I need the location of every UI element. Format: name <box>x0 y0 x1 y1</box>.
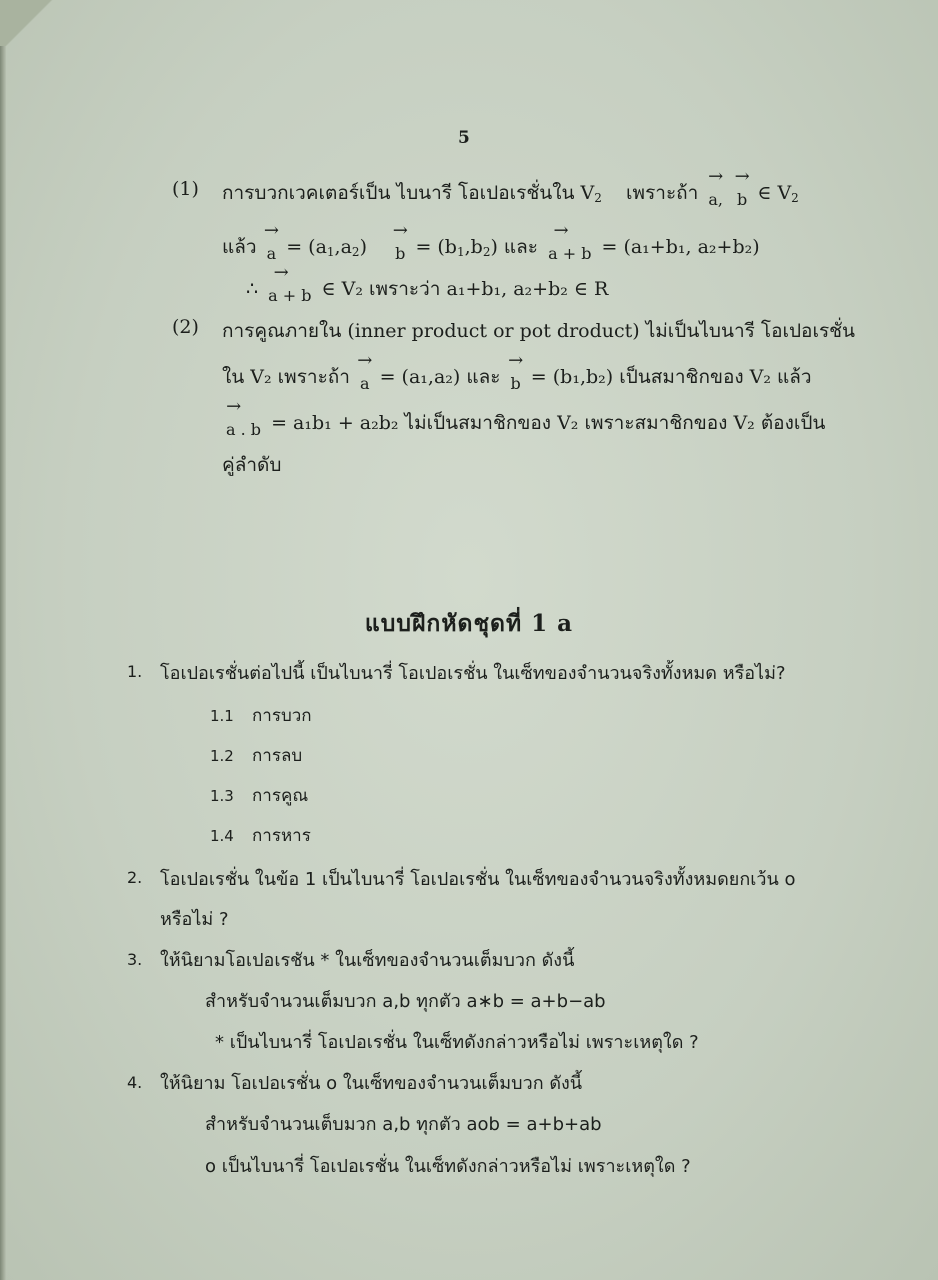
item-2-number: (2) <box>172 316 199 338</box>
question-2-text-2: หรือไม่ ? <box>160 909 229 930</box>
item-2-line-3 <box>222 396 826 439</box>
and-text: และ <box>503 236 539 258</box>
vector-label: a . b <box>226 420 262 439</box>
vector-a: → a <box>357 350 373 393</box>
question-3-number: 3. <box>127 950 143 969</box>
item-2-line-4: คู่ลำดับ <box>222 454 282 476</box>
then-text: แล้ว <box>222 236 257 258</box>
exercise-heading: แบบฝึกหัดชุดที่ 1 a <box>364 610 574 637</box>
item-label: การหาร <box>252 826 311 846</box>
page-number: 5 <box>458 128 470 148</box>
question-3-text-2: สำหรับจำนวนเต็มบวก a,b ทุกตัว a∗b = a+b−ab <box>205 991 606 1012</box>
question-2-text-1: โอเปอเรชั่น ในข้อ 1 เป็นไบนารี่ โอเปอเรชั่น ในเซ็ทของจำนวนจริงทั้งหมดยกเว้น o <box>160 869 796 890</box>
subscript: 2 <box>791 191 799 205</box>
item-2-line-1: การคูณภายใน (inner product or pot droduct) ไม่เป็นไบนารี โอเปอเรชั่น <box>222 320 856 342</box>
vector-arrow-icon: → <box>263 220 279 241</box>
item-1-line-1-text: การบวกเวคเตอร์เป็น ไบนารี โอเปอเรชั่นใน V <box>222 182 595 204</box>
vector-a-value: = (a <box>286 236 327 258</box>
item-1-line-2: แล้ว → $a = (a_1,a_2)$ → $b = (b_1,b_2)$ และ → a + b = (a₁+b₁, a₂+b₂) <box>222 220 760 263</box>
vector-dot <box>226 396 262 439</box>
vector-label: a, <box>708 190 723 209</box>
item-1-because: เพราะถ้า <box>626 182 699 204</box>
item-1-number: (1) <box>172 178 199 200</box>
question-4-number: 4. <box>127 1073 143 1092</box>
vector-sum-value: = (a₁+b₁, a₂+b₂) <box>601 236 760 258</box>
item-number: 1.2 <box>210 747 234 765</box>
item-number: 1.1 <box>210 707 234 725</box>
question-1-item <box>210 822 311 849</box>
question-4-text-3: o เป็นไบนารี่ โอเปอเรชั่น ในเซ็ทดังกล่าวหรือไม่ เพราะเหตุใด ? <box>205 1156 691 1177</box>
question-4-text-1: ให้นิยาม โอเปอเรชั่น o ในเซ็ทของจำนวนเต็มบวก ดังนี้ <box>160 1073 583 1094</box>
item-2-if-text: ใน V₂ เพราะถ้า <box>222 366 350 388</box>
vector-b: → b <box>508 350 524 393</box>
vector-arrow-icon: → <box>392 220 408 241</box>
vector-a <box>708 166 724 209</box>
question-1-text: โอเปอเรชั่นต่อไปนี้ เป็นไบนารี่ โอเปอเรชั่น ในเซ็ทของจำนวนจริงทั้งหมด หรือไม่? <box>160 663 786 684</box>
question-1-item <box>210 782 308 809</box>
vector-label: b <box>737 190 748 209</box>
question-2-number: 2. <box>127 868 143 887</box>
vector-arrow-icon: → <box>357 350 373 371</box>
question-1-item <box>210 742 302 769</box>
item-number: 1.3 <box>210 787 234 805</box>
vector-label: a + b <box>268 286 312 305</box>
vector-arrow-icon: → <box>553 220 569 241</box>
question-1-number: 1. <box>127 662 143 681</box>
dot-product-text: = a₁b₁ + a₂b₂ ไม่เป็นสมาชิกของ V₂ เพราะสมาชิกของ V₂ ต้องเป็น <box>271 412 826 434</box>
element-of-text: ∈ V <box>757 182 792 204</box>
vector-b-value: = (b₁,b₂) เป็นสมาชิกของ V₂ แล้ว <box>530 366 812 388</box>
question-3-text-3: * เป็นไบนารี่ โอเปอเรชั่น ในเซ็ทดังกล่าวหรือไม่ เพราะเหตุใด ? <box>215 1032 699 1053</box>
question-3-text-1: ให้นิยามโอเปอเรชัน * ในเซ็ทของจำนวนเต็มบวก ดังนี้ <box>160 950 575 971</box>
item-2-line-2 <box>222 350 812 393</box>
item-number: 1.4 <box>210 827 234 845</box>
vector-sum <box>548 220 592 263</box>
therefore-symbol: ∴ <box>246 278 259 300</box>
vector-b-value: = (b <box>415 236 457 258</box>
item-1-line-1 <box>222 166 799 209</box>
vector-arrow-icon: → <box>708 166 724 187</box>
subscript: 2 <box>594 191 602 205</box>
item-label: การคูณ <box>252 786 309 806</box>
vector-a: → a <box>263 220 279 263</box>
folded-corner <box>0 0 60 46</box>
vector-b <box>734 166 750 209</box>
item-label: การลบ <box>252 746 303 766</box>
vector-sum <box>268 262 312 305</box>
item-label: การบวก <box>252 706 312 726</box>
closure-text: ∈ V₂ เพราะว่า a₁+b₁, a₂+b₂ ∈ R <box>321 278 609 300</box>
vector-arrow-icon: → <box>734 166 750 187</box>
question-4-text-2: สำหรับจำนวนเต็บมวก a,b ทุกตัว aob = a+b+ab <box>205 1114 602 1135</box>
item-1-line-3 <box>246 262 609 305</box>
vector-b: → b <box>392 220 408 263</box>
vector-arrow-icon: → <box>226 396 242 417</box>
question-1-item <box>210 702 312 729</box>
vector-label: a + b <box>548 244 592 263</box>
vector-arrow-icon: → <box>273 262 289 283</box>
vector-a-value: = (a₁,a₂) และ <box>379 366 501 388</box>
vector-arrow-icon: → <box>508 350 524 371</box>
